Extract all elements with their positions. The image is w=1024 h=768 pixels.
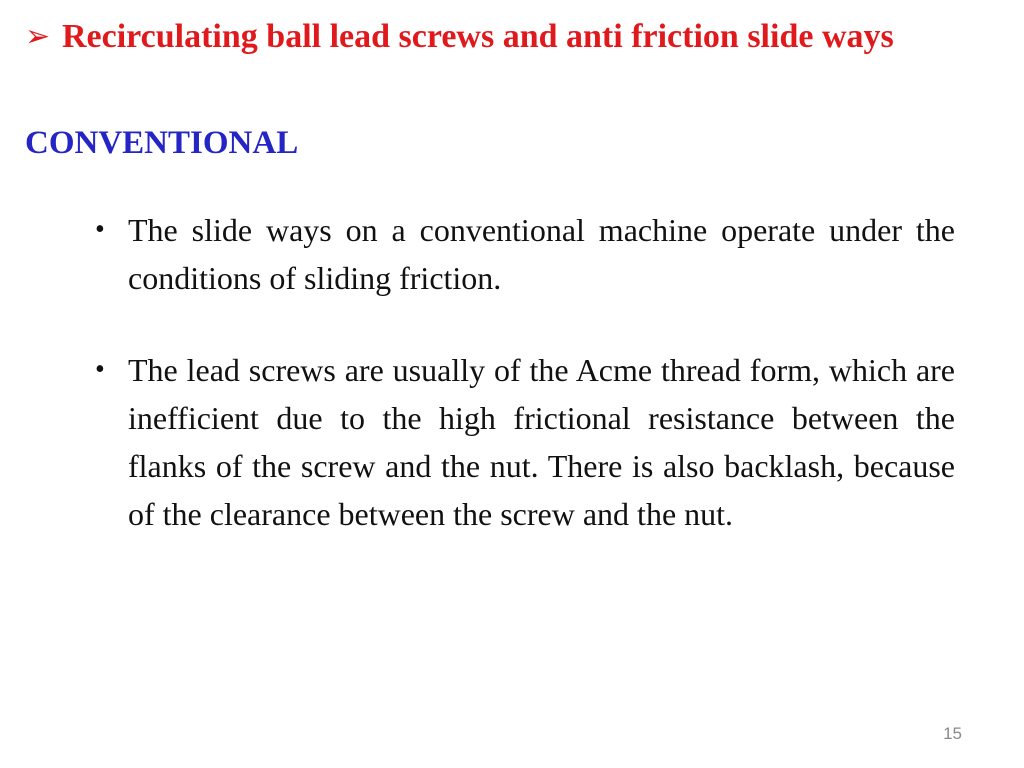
page-number: 15 xyxy=(943,724,962,743)
bullet-marker: • xyxy=(95,354,105,385)
bullet-text: The slide ways on a conventional machine operate under the conditions of sliding friction. xyxy=(128,212,955,296)
bullet-item xyxy=(95,206,955,302)
bullet-list xyxy=(95,206,955,538)
slide-heading-text: Recirculating ball lead screws and anti friction slide ways xyxy=(62,18,894,55)
section-subheading: CONVENTIONAL xyxy=(25,125,299,161)
bullet-marker: • xyxy=(95,214,105,245)
arrowhead-bullet-icon: ➢ xyxy=(25,19,51,54)
slide-heading xyxy=(25,12,992,62)
bullet-text: The lead screws are usually of the Acme thread form, which are inefficient due to the high frictional resistance between the flanks of the screw and the nut. There is also backlash, because of the clearance between the screw and the nut. xyxy=(128,352,955,532)
bullet-item xyxy=(95,346,955,538)
